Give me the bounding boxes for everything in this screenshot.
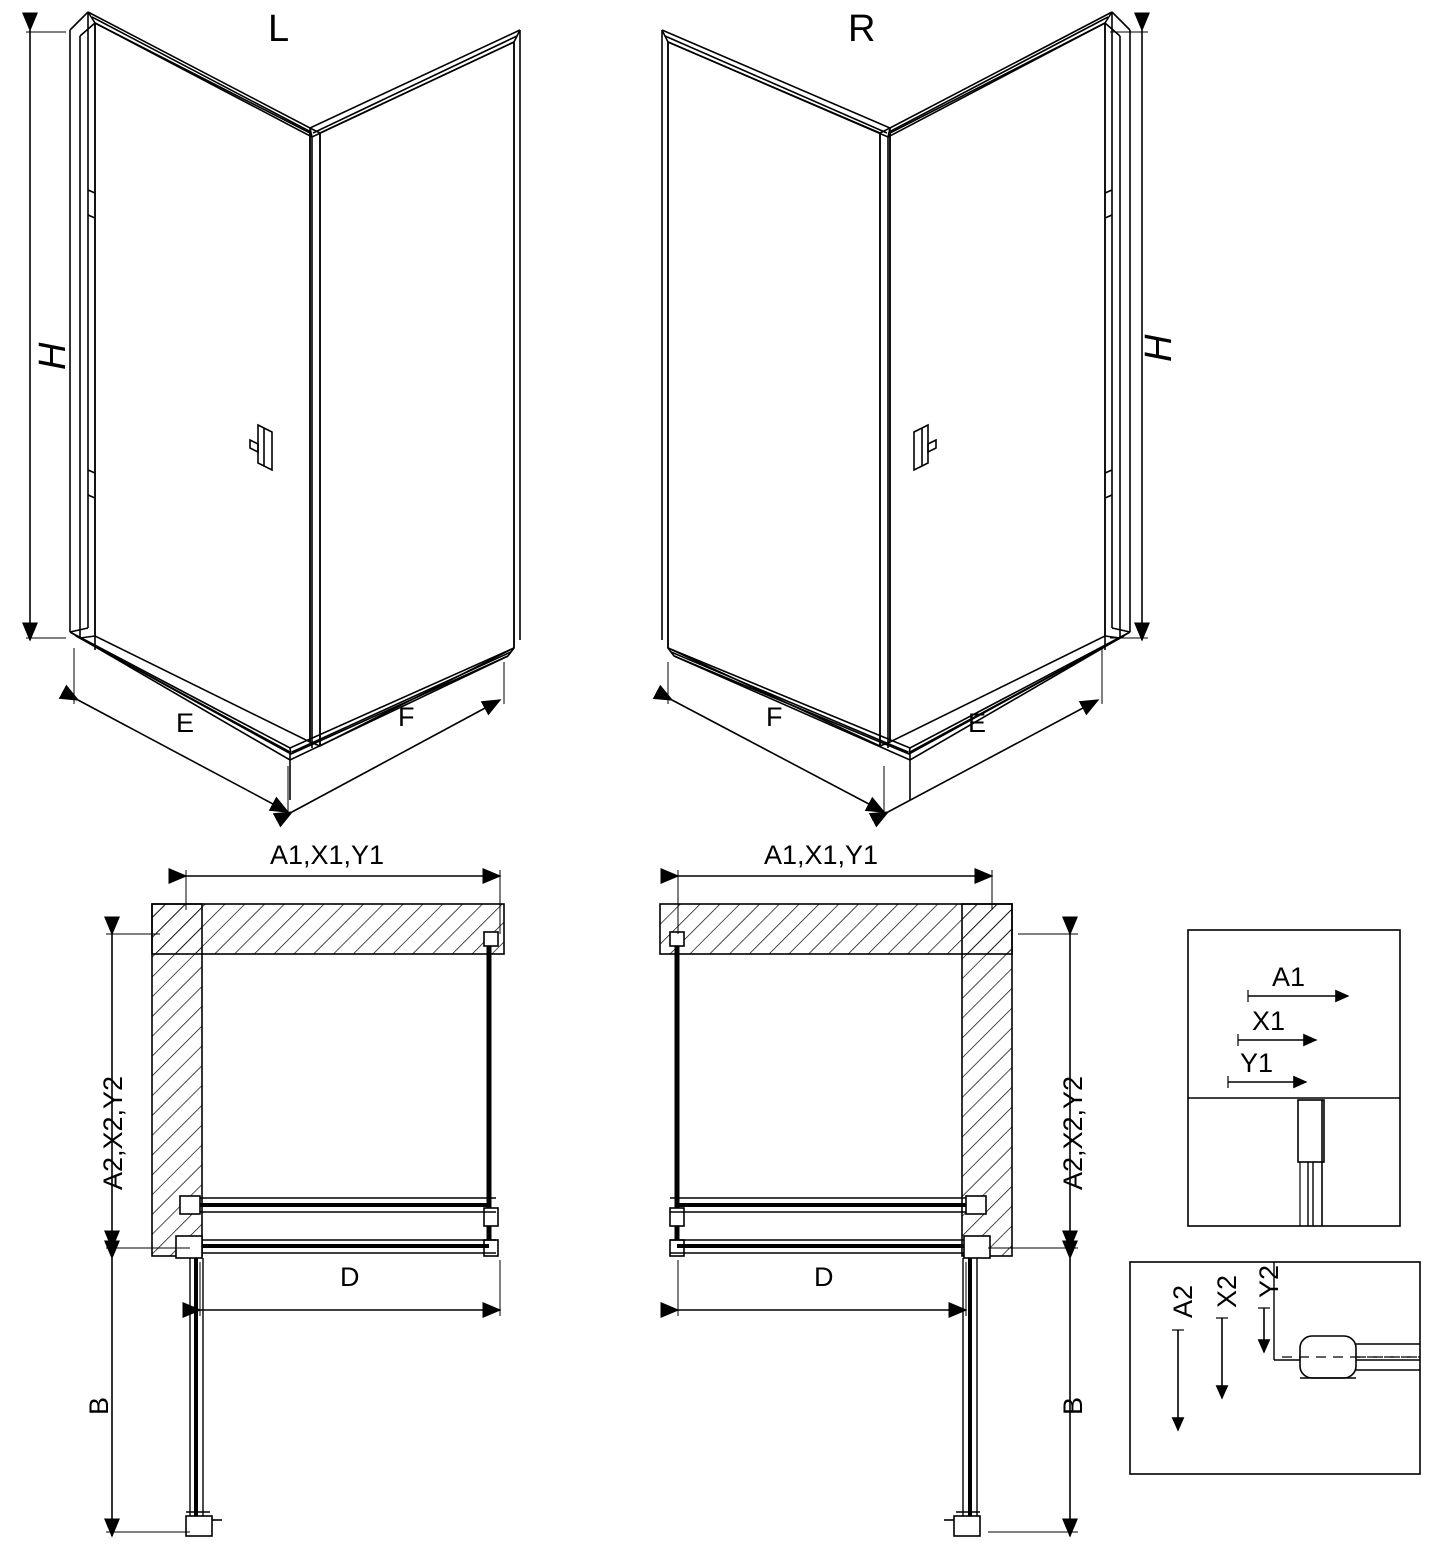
dim-f-right: F <box>766 702 783 732</box>
dim-a2x2y2-right: A2,X2,Y2 <box>1058 1075 1088 1190</box>
detail-label-a1: A1 <box>1272 962 1306 992</box>
dim-b-right: B <box>1058 1396 1088 1415</box>
dim-e-left: E <box>176 708 195 738</box>
detail-label-x2: X2 <box>1212 1274 1242 1308</box>
detail-label-y1: Y1 <box>1240 1048 1274 1078</box>
dim-h-right: H <box>1138 334 1180 362</box>
dim-a2x2y2-left: A2,X2,Y2 <box>98 1075 128 1190</box>
dim-b-left: B <box>84 1396 114 1415</box>
dim-e-right: E <box>968 708 987 738</box>
dim-h-left: H <box>32 342 74 370</box>
detail-label-x1: X1 <box>1252 1006 1286 1036</box>
detail-label-a2: A2 <box>1168 1284 1198 1318</box>
view-label-left: L <box>268 8 290 50</box>
dim-d-left: D <box>340 1262 360 1292</box>
view-label-right: R <box>848 8 876 50</box>
detail-label-y2: Y2 <box>1254 1264 1284 1298</box>
dim-a1x1y1-right: A1,X1,Y1 <box>764 840 879 870</box>
dim-a1x1y1-left: A1,X1,Y1 <box>270 840 385 870</box>
dim-d-right: D <box>814 1262 834 1292</box>
dim-f-left: F <box>398 702 415 732</box>
